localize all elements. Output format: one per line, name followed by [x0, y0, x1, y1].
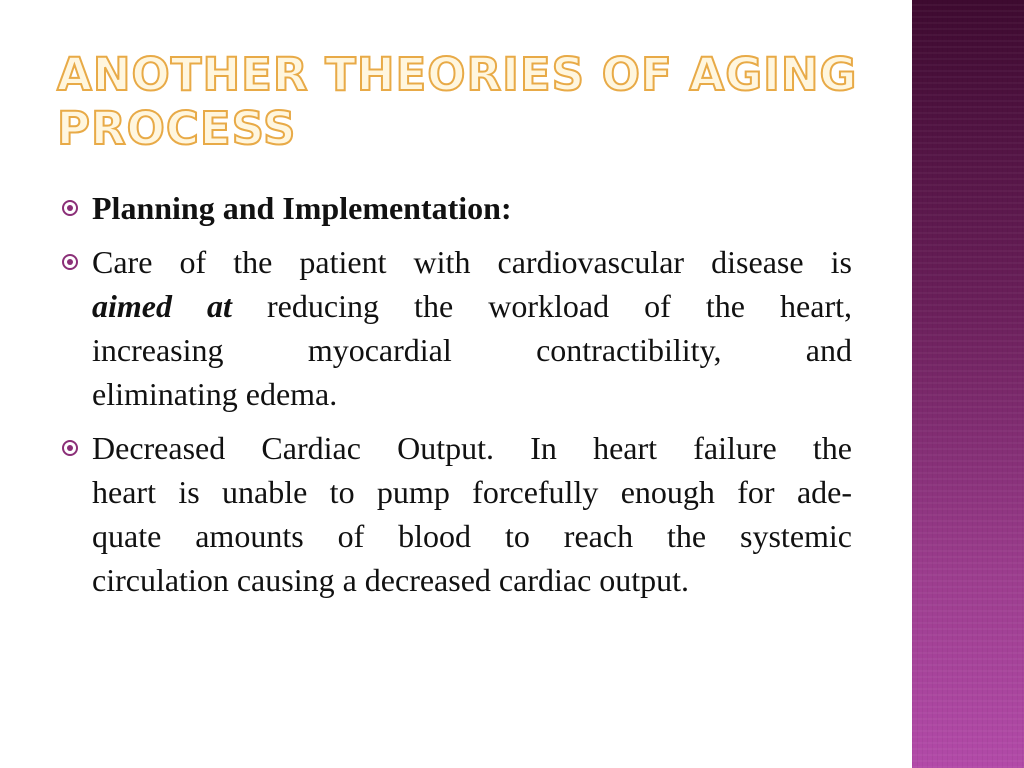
care-line-4: eliminating edema. — [92, 376, 338, 412]
circled-dot-bullet-icon — [62, 440, 78, 456]
output-line-4: circulation causing a decreased cardiac output. — [92, 562, 690, 598]
care-line-2 — [92, 284, 852, 328]
list-item-output — [62, 426, 852, 602]
slide-title: ANOTHER THEORIES OF AGING PROCESS — [57, 48, 858, 155]
bullet-list — [62, 186, 852, 612]
output-line-3: quate amounts of blood to reach the systemic — [92, 518, 852, 554]
output-line-2: heart is unable to pump forcefully enough for ade- — [92, 474, 852, 510]
output-line-1: Decreased Cardiac Output. In heart failure the — [92, 430, 852, 466]
care-line-3: increasing myocardial contractibility, and — [92, 332, 852, 368]
list-item-care — [62, 240, 852, 416]
care-line-2-rest: reducing the workload of the heart, — [231, 288, 853, 324]
decorative-side-bar — [912, 0, 1024, 768]
care-line-1: Care of the patient with cardiovascular disease is — [92, 244, 852, 280]
circled-dot-bullet-icon — [62, 200, 78, 216]
circled-dot-bullet-icon — [62, 254, 78, 270]
bullet-heading-text: Planning and Implementation: — [92, 190, 512, 226]
care-emphasis: aimed at — [92, 288, 232, 324]
list-item-heading — [62, 186, 852, 230]
